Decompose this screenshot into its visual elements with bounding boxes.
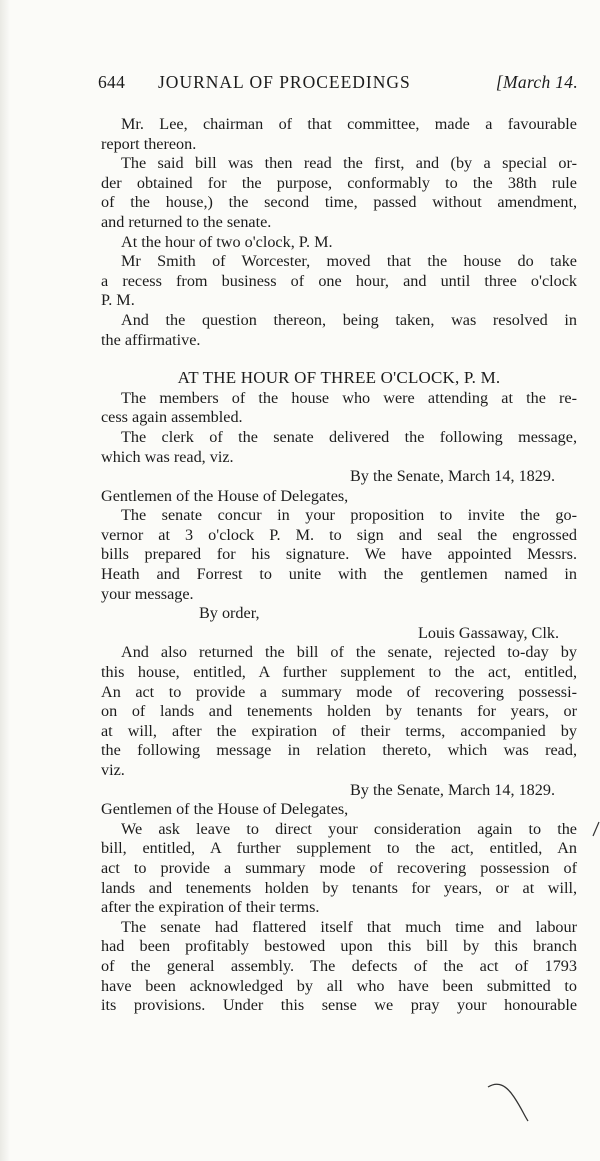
text-line: your message. <box>101 584 194 603</box>
text-line: And the question thereon, being taken, was resolved in <box>121 310 577 329</box>
margin-pen-mark-icon <box>484 1075 534 1125</box>
by-order-line: By order, <box>199 604 260 623</box>
page-number: 644 <box>98 72 126 92</box>
text-line: this house, entitled, A further supplement to the act, entitled, <box>101 663 577 682</box>
text-line: on of lands and tenements holden by tenants for years, or <box>101 702 577 721</box>
journal-body <box>101 115 577 1016</box>
text-line: act to provide a summary mode of recovering possession of <box>101 858 577 877</box>
text-line: The senate had flattered itself that much time and labour <box>121 917 577 936</box>
message-dateline: By the Senate, March 14, 1829. <box>350 780 555 799</box>
text-line: Heath and Forrest to unite with the gentlemen named in <box>101 565 577 584</box>
text-line: at will, after the expiration of their terms, accompanied by <box>101 721 577 740</box>
running-header <box>98 72 578 98</box>
text-line: viz. <box>101 761 125 779</box>
text-line: P. M. <box>101 291 135 310</box>
message-dateline: By the Senate, March 14, 1829. <box>350 467 555 486</box>
text-line: At the hour of two o'clock, P. M. <box>121 232 333 251</box>
text-line: its provisions. Under this sense we pray your honourable <box>101 996 577 1015</box>
text-line: Mr Smith of Worcester, moved that the house do take <box>121 252 577 271</box>
text-line: had been profitably bestowed upon this bill by this branch <box>101 937 577 956</box>
text-line: The clerk of the senate delivered the following message, <box>121 427 577 446</box>
text-line: Mr. Lee, chairman of that committee, made a favourable <box>121 115 577 133</box>
text-line: report thereon. <box>101 134 197 153</box>
text-line: The members of the house who were attending at the re- <box>121 388 577 407</box>
text-line: of the house,) the second time, passed without amendment, <box>101 193 577 212</box>
text-line: vernor at 3 o'clock P. M. to sign and seal the engrossed <box>101 525 577 544</box>
page-binding-edge <box>0 0 10 1161</box>
clerk-signature: Louis Gassaway, Clk. <box>417 623 559 642</box>
text-line: An act to provide a summary mode of recovering possessi- <box>101 682 577 701</box>
section-heading: AT THE HOUR OF THREE O'CLOCK, P. M. <box>177 368 501 388</box>
text-line: The said bill was then read the first, and (by a special or- <box>121 154 577 173</box>
text-line: lands and tenements holden by tenants for years, or at will, <box>101 878 577 897</box>
text-line: The senate concur in your proposition to invite the go- <box>121 506 577 525</box>
message-salutation: Gentlemen of the House of Delegates, <box>101 486 349 505</box>
message-salutation: Gentlemen of the House of Delegates, <box>101 800 349 819</box>
text-line: have been acknowledged by all who have been submitted to <box>101 976 577 995</box>
text-line: der obtained for the purpose, conformably to the 38th rule <box>101 173 577 192</box>
text-line: We ask leave to direct your consideration again to the <box>121 819 577 838</box>
text-line: the affirmative. <box>101 330 201 349</box>
text-line: after the expiration of their terms. <box>101 898 320 917</box>
text-line: cess again assembled. <box>101 408 243 427</box>
text-line: And also returned the bill of the senate, rejected to-day by <box>121 643 577 662</box>
header-date: [March 14. <box>495 72 578 92</box>
text-line: bills prepared for his signature. We have appointed Messrs. <box>101 545 577 564</box>
margin-tick-icon <box>590 820 600 840</box>
text-line: and returned to the senate. <box>101 212 272 231</box>
text-line: which was read, viz. <box>101 447 234 466</box>
journal-title: JOURNAL OF PROCEEDINGS <box>158 72 411 92</box>
text-line: bill, entitled, A further supplement to the act, entitled, An <box>101 839 577 858</box>
text-line: a recess from business of one hour, and until three o'clock <box>101 271 577 290</box>
text-line: of the general assembly. The defects of the act of 1793 <box>101 956 577 975</box>
text-line: the following message in relation thereto, which was read, <box>101 741 577 760</box>
